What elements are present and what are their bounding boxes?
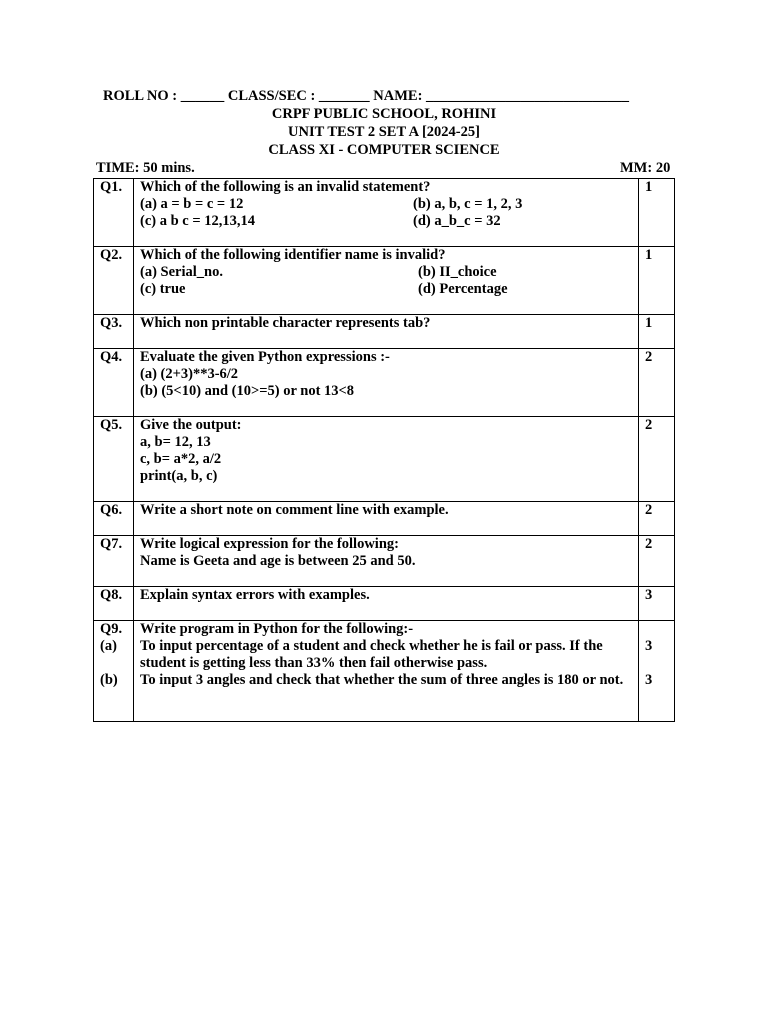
part-label: (a) xyxy=(100,638,117,654)
maximum-marks: MM: 20 xyxy=(620,160,671,176)
question-marks: 1 xyxy=(639,247,675,315)
question-line: (b) (5<10) and (10>=5) or not 13<8 xyxy=(140,383,355,399)
option: (b) a, b, c = 1, 2, 3 xyxy=(413,196,523,212)
part-text: To input percentage of a student and check whether he is fail or pass. If the student is getting less than 33% then fail otherwise pass. xyxy=(140,638,603,671)
question-text: Explain syntax errors with examples. xyxy=(140,587,370,603)
question-text-cell xyxy=(134,247,639,315)
time-allowed: TIME: 50 mins. xyxy=(96,160,195,176)
question-text-cell xyxy=(134,502,639,536)
options-row xyxy=(140,196,634,213)
options-row xyxy=(140,281,634,298)
question-number-cell xyxy=(94,621,134,722)
question-number: Q8. xyxy=(94,587,134,621)
question-text-cell xyxy=(134,417,639,502)
question-number: Q7. xyxy=(94,536,134,587)
question-row xyxy=(94,315,675,349)
code-line: a, b= 12, 13 xyxy=(140,434,211,450)
question-text: Which non printable character represents tab? xyxy=(140,315,431,331)
question-line: Name is Geeta and age is between 25 and 50. xyxy=(140,553,416,569)
student-details-line: ROLL NO : ______ CLASS/SEC : _______ NAME: ____________________________ xyxy=(103,88,630,104)
part-marks: 3 xyxy=(645,638,653,654)
question-text-cell xyxy=(134,587,639,621)
option: (a) Serial_no. xyxy=(140,264,223,280)
option: (a) a = b = c = 12 xyxy=(140,196,244,212)
part-marks: 3 xyxy=(645,672,653,688)
option: (c) true xyxy=(140,281,186,297)
question-text-cell xyxy=(134,315,639,349)
class-subject: CLASS XI - COMPUTER SCIENCE xyxy=(268,142,500,158)
question-text: Which of the following is an invalid statement? xyxy=(140,179,431,195)
question-marks: 2 xyxy=(639,536,675,587)
option: (d) a_b_c = 32 xyxy=(413,213,501,229)
question-marks: 3 xyxy=(639,587,675,621)
question-marks-cell xyxy=(639,621,675,722)
question-text: Write a short note on comment line with example. xyxy=(140,502,449,518)
question-text: Write program in Python for the following:- xyxy=(140,621,414,637)
question-text: Evaluate the given Python expressions :- xyxy=(140,349,390,365)
question-number: Q9. xyxy=(100,621,123,637)
code-line: c, b= a*2, a/2 xyxy=(140,451,222,467)
question-line: (a) (2+3)**3-6/2 xyxy=(140,366,239,382)
question-marks: 2 xyxy=(639,502,675,536)
options-row xyxy=(140,213,634,230)
test-title: UNIT TEST 2 SET A [2024-25] xyxy=(288,124,480,140)
question-table xyxy=(93,178,675,722)
question-number: Q2. xyxy=(94,247,134,315)
question-text-cell xyxy=(134,536,639,587)
question-number: Q6. xyxy=(94,502,134,536)
question-row xyxy=(94,349,675,417)
question-marks: 2 xyxy=(639,417,675,502)
question-text: Write logical expression for the following: xyxy=(140,536,399,552)
question-text: Which of the following identifier name is invalid? xyxy=(140,247,446,263)
question-text-cell xyxy=(134,179,639,247)
question-marks: 2 xyxy=(639,349,675,417)
question-row xyxy=(94,179,675,247)
question-row xyxy=(94,417,675,502)
option: (b) II_choice xyxy=(418,264,497,280)
part-label: (b) xyxy=(100,672,118,688)
question-row xyxy=(94,621,675,722)
question-number: Q4. xyxy=(94,349,134,417)
question-row xyxy=(94,247,675,315)
code-line: print(a, b, c) xyxy=(140,468,218,484)
option: (c) a b c = 12,13,14 xyxy=(140,213,255,229)
question-number: Q3. xyxy=(94,315,134,349)
question-text: Give the output: xyxy=(140,417,242,433)
question-text-cell xyxy=(134,621,639,722)
school-name: CRPF PUBLIC SCHOOL, ROHINI xyxy=(271,106,497,122)
question-marks: 1 xyxy=(639,315,675,349)
question-number: Q5. xyxy=(94,417,134,502)
question-number: Q1. xyxy=(94,179,134,247)
part-text: To input 3 angles and check that whether the sum of three angles is 180 or not. xyxy=(140,672,624,688)
question-row xyxy=(94,502,675,536)
options-row xyxy=(140,264,634,281)
question-text-cell xyxy=(134,349,639,417)
option: (d) Percentage xyxy=(418,281,508,297)
question-row xyxy=(94,536,675,587)
question-row xyxy=(94,587,675,621)
question-marks: 1 xyxy=(639,179,675,247)
